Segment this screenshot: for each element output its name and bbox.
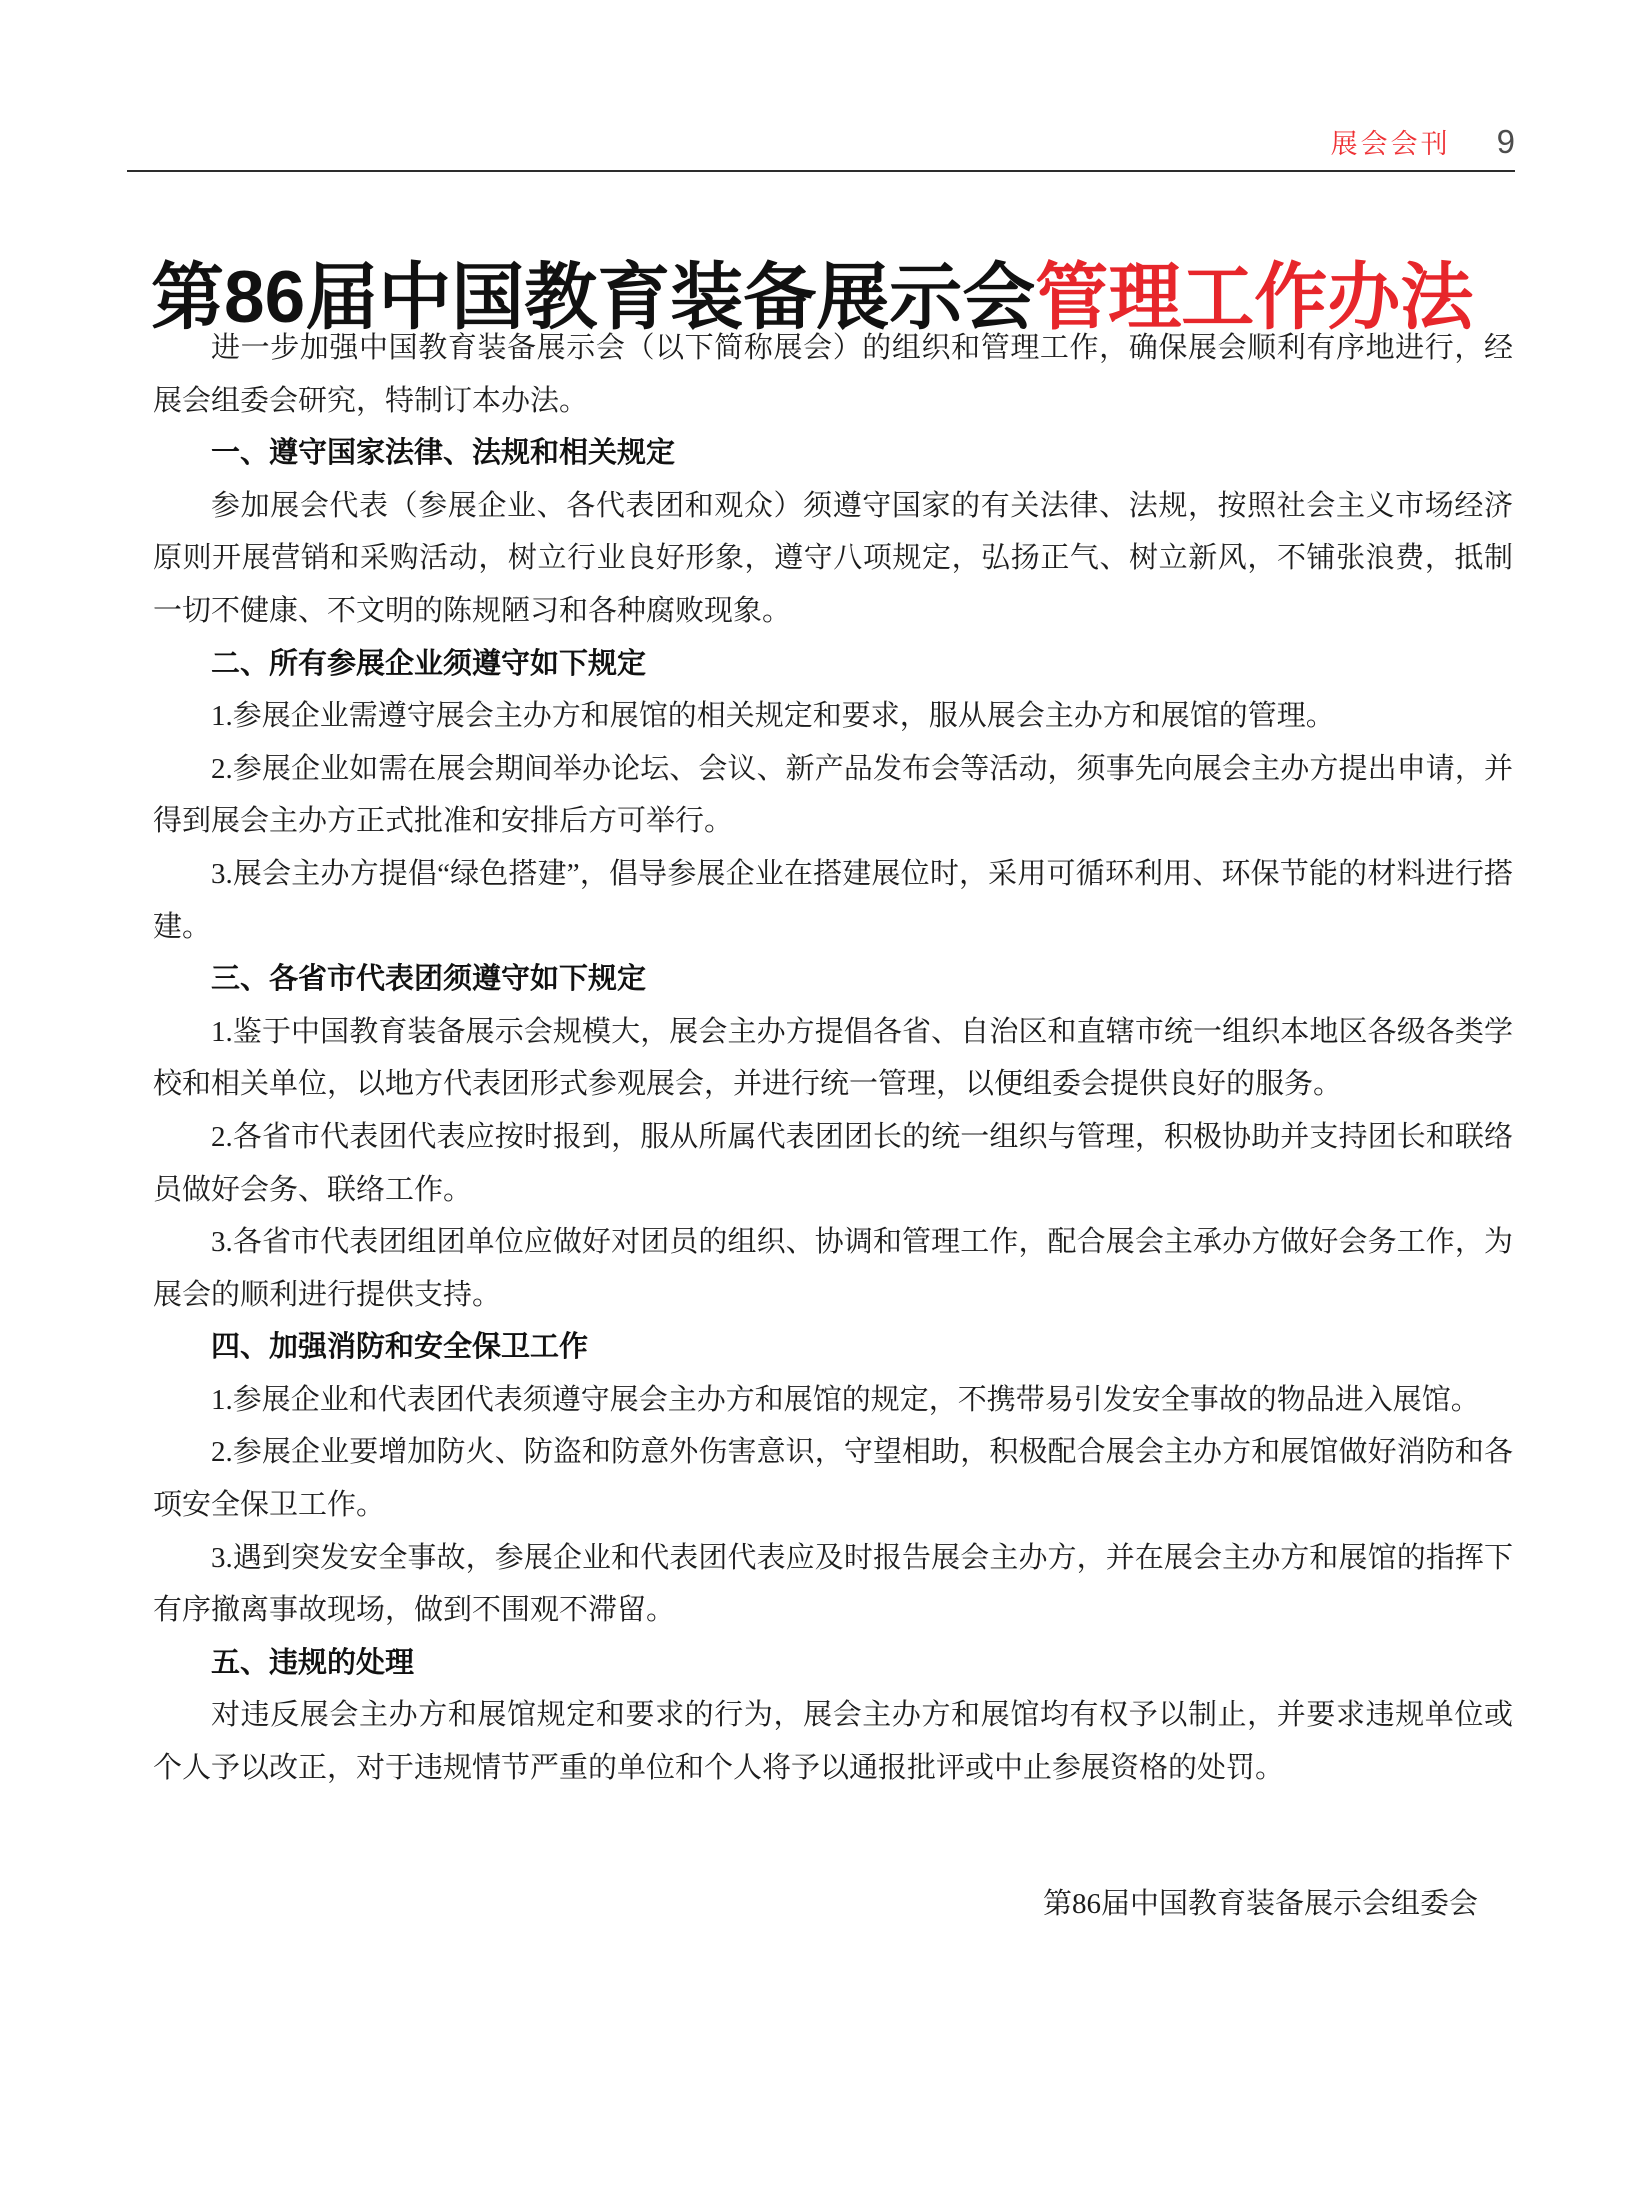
section-4-paragraph: 2.参展企业要增加防火、防盗和防意外伤害意识，守望相助，积极配合展会主办方和展馆做好消防和各项安全保卫工作。: [153, 1436, 1513, 1522]
section-2-paragraph: 1.参展企业需遵守展会主办方和展馆的相关规定和要求，服从展会主办方和展馆的管理。: [211, 700, 1335, 733]
section-1-paragraph: 参加展会代表（参展企业、各代表团和观众）须遵守国家的有关法律、法规，按照社会主义市场经济原则开展营销和采购活动，树立行业良好形象，遵守八项规定，弘扬正气、树立新风，不铺张浪费，抵制一切不健康、不文明的陈规陋习和各种腐败现象。: [153, 489, 1513, 627]
page-title-black-part: 第86届中国教育装备展示会: [151, 256, 1036, 338]
section-4-heading: 四、加强消防和安全保卫工作: [211, 1331, 589, 1364]
page-title-red-part: 管理工作办法: [1035, 256, 1474, 338]
section-5-heading: 五、违规的处理: [211, 1646, 415, 1679]
section-3-paragraph: 1.鉴于中国教育装备展示会规模大，展会主办方提倡各省、自治区和直辖市统一组织本地区各级各类学校和相关单位，以地方代表团形式参观展会，并进行统一管理，以便组委会提供良好的服务。: [153, 1015, 1513, 1101]
journal-label: 展会会刊: [1330, 129, 1451, 159]
section-5-paragraph: 对违反展会主办方和展馆规定和要求的行为，展会主办方和展馆均有权予以制止，并要求违规单位或个人予以改正，对于违规情节严重的单位和个人将予以通报批评或中止参展资格的处罚。: [153, 1699, 1513, 1785]
header-rule: [127, 170, 1515, 172]
section-4-paragraph: 3.遇到突发安全事故，参展企业和代表团代表应及时报告展会主办方，并在展会主办方和展馆的指挥下有序撤离事故现场，做到不围观不滞留。: [153, 1541, 1513, 1627]
section-3: [153, 953, 1513, 1321]
intro-paragraph: 进一步加强中国教育装备展示会（以下简称展会）的组织和管理工作，确保展会顺利有序地进行，经展会组委会研究，特制订本办法。: [153, 332, 1513, 417]
section-3-paragraph: 2.各省市代表团代表应按时报到，服从所属代表团团长的统一组织与管理，积极协助并支持团长和联络员做好会务、联络工作。: [153, 1120, 1513, 1206]
section-1-heading: 一、遵守国家法律、法规和相关规定: [211, 437, 676, 470]
page-number: 9: [1496, 123, 1515, 160]
section-1: [153, 427, 1513, 637]
section-2-paragraph: 3.展会主办方提倡“绿色搭建”，倡导参展企业在搭建展位时，采用可循环利用、环保节能的材料进行搭建。: [153, 857, 1513, 943]
section-4-paragraph: 1.参展企业和代表团代表须遵守展会主办方和展馆的规定，不携带易引发安全事故的物品进入展馆。: [211, 1383, 1480, 1416]
section-2-paragraph: 2.参展企业如需在展会期间举办论坛、会议、新产品发布会等活动，须事先向展会主办方提出申请，并得到展会主办方正式批准和安排后方可举行。: [153, 752, 1513, 838]
section-4: [153, 1321, 1513, 1637]
section-2-heading: 二、所有参展企业须遵守如下规定: [211, 647, 647, 680]
document-body: [153, 322, 1513, 1795]
section-5: [153, 1637, 1513, 1795]
running-header: [127, 122, 1515, 161]
section-3-heading: 三、各省市代表团须遵守如下规定: [211, 963, 647, 996]
section-3-paragraph: 3.各省市代表团组团单位应做好对团员的组织、协调和管理工作，配合展会主承办方做好会务工作，为展会的顺利进行提供支持。: [153, 1226, 1513, 1311]
section-2: [153, 638, 1513, 954]
signature-line: 第86届中国教育装备展示会组委会: [1042, 1888, 1478, 1920]
